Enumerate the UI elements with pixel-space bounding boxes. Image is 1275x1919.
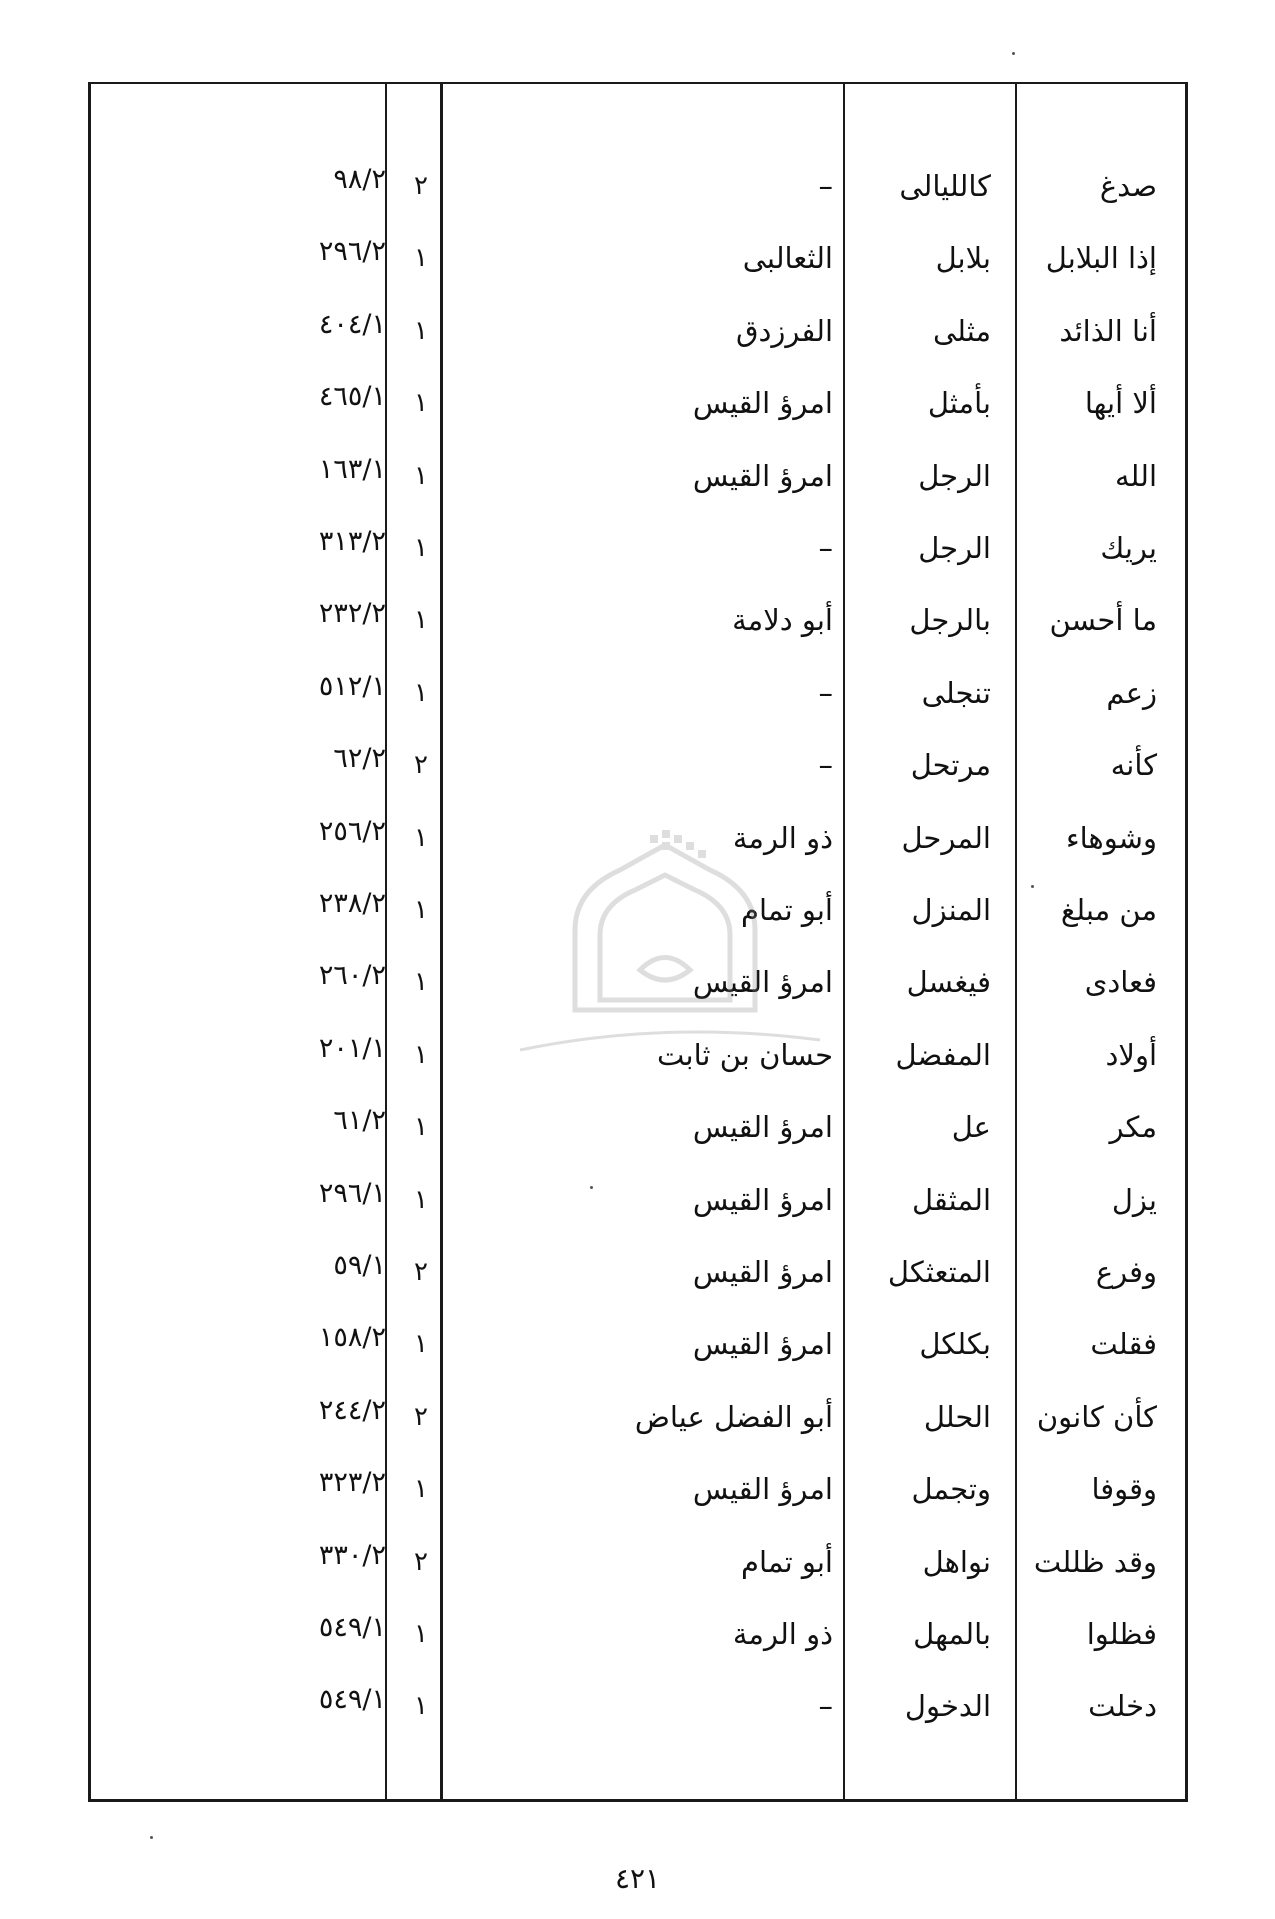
rhyme-word: فيغسل	[906, 965, 991, 1000]
table-row	[91, 222, 1185, 294]
poet-name: –	[818, 169, 833, 203]
verse-count: ١	[414, 460, 428, 491]
verse-count: ٢	[414, 1546, 428, 1577]
table-row	[91, 367, 1185, 439]
verse-count: ١	[414, 533, 428, 563]
poet-name: امرؤ القيس	[692, 386, 833, 421]
entry-word: صدغ	[1099, 169, 1157, 203]
page-reference: ٥٤٩/١	[318, 1612, 386, 1643]
print-speck	[1012, 52, 1015, 55]
poet-name: ذو الرمة	[732, 820, 833, 855]
page-reference: ٣٣٠/٢	[318, 1539, 386, 1571]
entry-word: أولاد	[1105, 1037, 1157, 1072]
rhyme-word: كالليالى	[899, 169, 991, 203]
poet-name: امرؤ القيس	[692, 1472, 833, 1507]
poet-name: امرؤ القيس	[692, 1110, 833, 1145]
poet-name: الثعالبى	[742, 241, 833, 276]
entry-word: دخلت	[1088, 1689, 1157, 1724]
table-row	[91, 1308, 1185, 1380]
page-reference: ١٥٨/٢	[318, 1322, 386, 1354]
rhyme-word: مرتحل	[910, 748, 991, 783]
poet-name: امرؤ القيس	[692, 1327, 833, 1362]
verse-count: ١	[414, 1474, 428, 1505]
institution-seal-icon	[500, 820, 830, 1080]
entry-word: وقد ظللت	[1033, 1544, 1157, 1579]
rhyme-word: بلابل	[935, 241, 991, 276]
rhyme-word: بكلكل	[919, 1327, 991, 1362]
entry-word: وقوفا	[1091, 1472, 1157, 1507]
rhyme-word: وتجمل	[911, 1472, 991, 1507]
entry-word: يزل	[1111, 1182, 1157, 1217]
verse-count: ١	[414, 822, 428, 853]
rhyme-word: تنجلى	[921, 675, 991, 710]
verse-count: ١	[414, 388, 428, 419]
page-reference: ٢٤٤/٢	[318, 1394, 386, 1426]
rhyme-word: بالمهل	[913, 1617, 991, 1651]
print-speck	[1031, 885, 1034, 888]
poet-name: أبو دلامة	[732, 603, 833, 638]
table-row	[91, 1164, 1185, 1236]
poet-name: –	[818, 748, 833, 783]
poet-name: حسان بن ثابت	[657, 1037, 833, 1072]
page-reference: ٢٣٢/٢	[318, 598, 386, 630]
page-reference: ٥١٢/١	[318, 670, 386, 702]
page-reference: ٤٦٥/١	[318, 381, 386, 413]
rhyme-word: نواهل	[922, 1544, 991, 1579]
poet-name: أبو تمام	[741, 893, 833, 927]
entry-word: وفرع	[1095, 1255, 1157, 1289]
verse-count: ٢	[414, 750, 428, 781]
poet-name: –	[818, 675, 833, 710]
poet-name: امرؤ القيس	[692, 965, 833, 1000]
page-reference: ١٦٣/١	[318, 453, 386, 485]
entry-word: ألا أيها	[1084, 386, 1157, 421]
rhyme-word: بأمثل	[927, 386, 991, 421]
page-reference: ٢٦٠/٢	[318, 960, 386, 992]
entry-word: كأن كانون	[1036, 1399, 1157, 1434]
page-reference: ٢٣٨/٢	[318, 888, 386, 919]
verse-count: ٢	[414, 1257, 428, 1287]
rhyme-word: المرحل	[901, 820, 991, 855]
rhyme-word: الرجل	[918, 531, 991, 565]
entry-word: أنا الذائد	[1059, 313, 1157, 348]
entry-word: يريك	[1100, 531, 1157, 565]
page-reference: ٦٢/٢	[333, 743, 386, 775]
verse-count: ١	[414, 967, 428, 998]
poet-name: امرؤ القيس	[692, 1182, 833, 1217]
table-row	[91, 1598, 1185, 1670]
verse-count: ١	[414, 1619, 428, 1649]
rhyme-word: مثلى	[932, 313, 991, 348]
table-row	[91, 1381, 1185, 1453]
rhyme-word: المثقل	[911, 1182, 991, 1217]
page-reference: ٩٨/٢	[333, 164, 386, 195]
verse-count: ١	[414, 1112, 428, 1143]
page-reference: ٢٠١/١	[318, 1032, 386, 1064]
page-reference: ٢٥٦/٢	[318, 815, 386, 847]
page-reference: ٥٤٩/١	[318, 1684, 386, 1716]
rhyme-word: الحلل	[923, 1399, 991, 1434]
rhyme-word: الرجل	[918, 458, 991, 493]
page-reference: ٢٩٦/١	[318, 1177, 386, 1209]
table-row	[91, 440, 1185, 512]
entry-word: زعم	[1106, 675, 1157, 710]
entry-word: فعادى	[1084, 965, 1157, 1000]
rhyme-word: المتعثكل	[887, 1255, 991, 1289]
verse-count: ١	[414, 605, 428, 636]
table-row	[91, 1453, 1185, 1525]
entry-word: إذا البلابل	[1045, 241, 1157, 276]
poet-name: ذو الرمة	[732, 1617, 833, 1651]
verse-count: ١	[414, 1039, 428, 1070]
page-reference: ٦١/٢	[333, 1105, 386, 1137]
page-reference: ٤٠٤/١	[318, 308, 386, 340]
rhyme-word: المفضل	[895, 1037, 991, 1072]
table-row	[91, 150, 1185, 222]
entry-word: فظلوا	[1086, 1617, 1157, 1651]
verse-count: ١	[414, 315, 428, 346]
verse-count: ٢	[414, 171, 428, 201]
table-row	[91, 295, 1185, 367]
verse-count: ١	[414, 677, 428, 708]
print-speck	[150, 1836, 153, 1839]
page-reference: ٥٩/١	[333, 1250, 386, 1281]
entry-word: الله	[1114, 458, 1157, 493]
entry-word: كأنه	[1110, 748, 1157, 783]
poet-name: أبو تمام	[741, 1544, 833, 1579]
poet-name: امرؤ القيس	[692, 458, 833, 493]
entry-word: وشوهاء	[1065, 820, 1157, 855]
rhyme-word: بالرجل	[909, 603, 991, 638]
table-row	[91, 729, 1185, 801]
verse-count: ١	[414, 243, 428, 274]
table-row	[91, 1670, 1185, 1742]
entry-word: مكر	[1109, 1110, 1157, 1145]
verse-count: ١	[414, 1184, 428, 1215]
rhyme-word: المنزل	[911, 893, 991, 927]
table-row	[91, 584, 1185, 656]
table-row	[91, 1526, 1185, 1598]
poet-name: –	[818, 1689, 833, 1724]
verse-count: ١	[414, 1329, 428, 1360]
verse-count: ١	[414, 895, 428, 925]
verse-count: ١	[414, 1691, 428, 1722]
poet-name: الفرزدق	[736, 313, 833, 348]
page-reference: ٢٩٦/٢	[318, 236, 386, 268]
table-row	[91, 1236, 1185, 1308]
poet-name: أبو الفضل عياض	[634, 1399, 833, 1434]
table-row	[91, 657, 1185, 729]
poet-name: امرؤ القيس	[692, 1255, 833, 1289]
verse-count: ٢	[414, 1401, 428, 1432]
table-row	[91, 512, 1185, 584]
rhyme-word: عل	[951, 1110, 991, 1145]
page-number: ٤٢١	[614, 1862, 661, 1895]
entry-word: من مبلغ	[1060, 893, 1157, 927]
table-row	[91, 1091, 1185, 1163]
poet-name: –	[818, 531, 833, 565]
entry-word: ما أحسن	[1049, 603, 1157, 638]
print-speck	[590, 1186, 593, 1189]
page-reference: ٣١٣/٢	[318, 526, 386, 557]
rhyme-word: الدخول	[904, 1689, 991, 1724]
page-reference: ٣٢٣/٢	[318, 1467, 386, 1499]
entry-word: فقلت	[1090, 1327, 1157, 1362]
